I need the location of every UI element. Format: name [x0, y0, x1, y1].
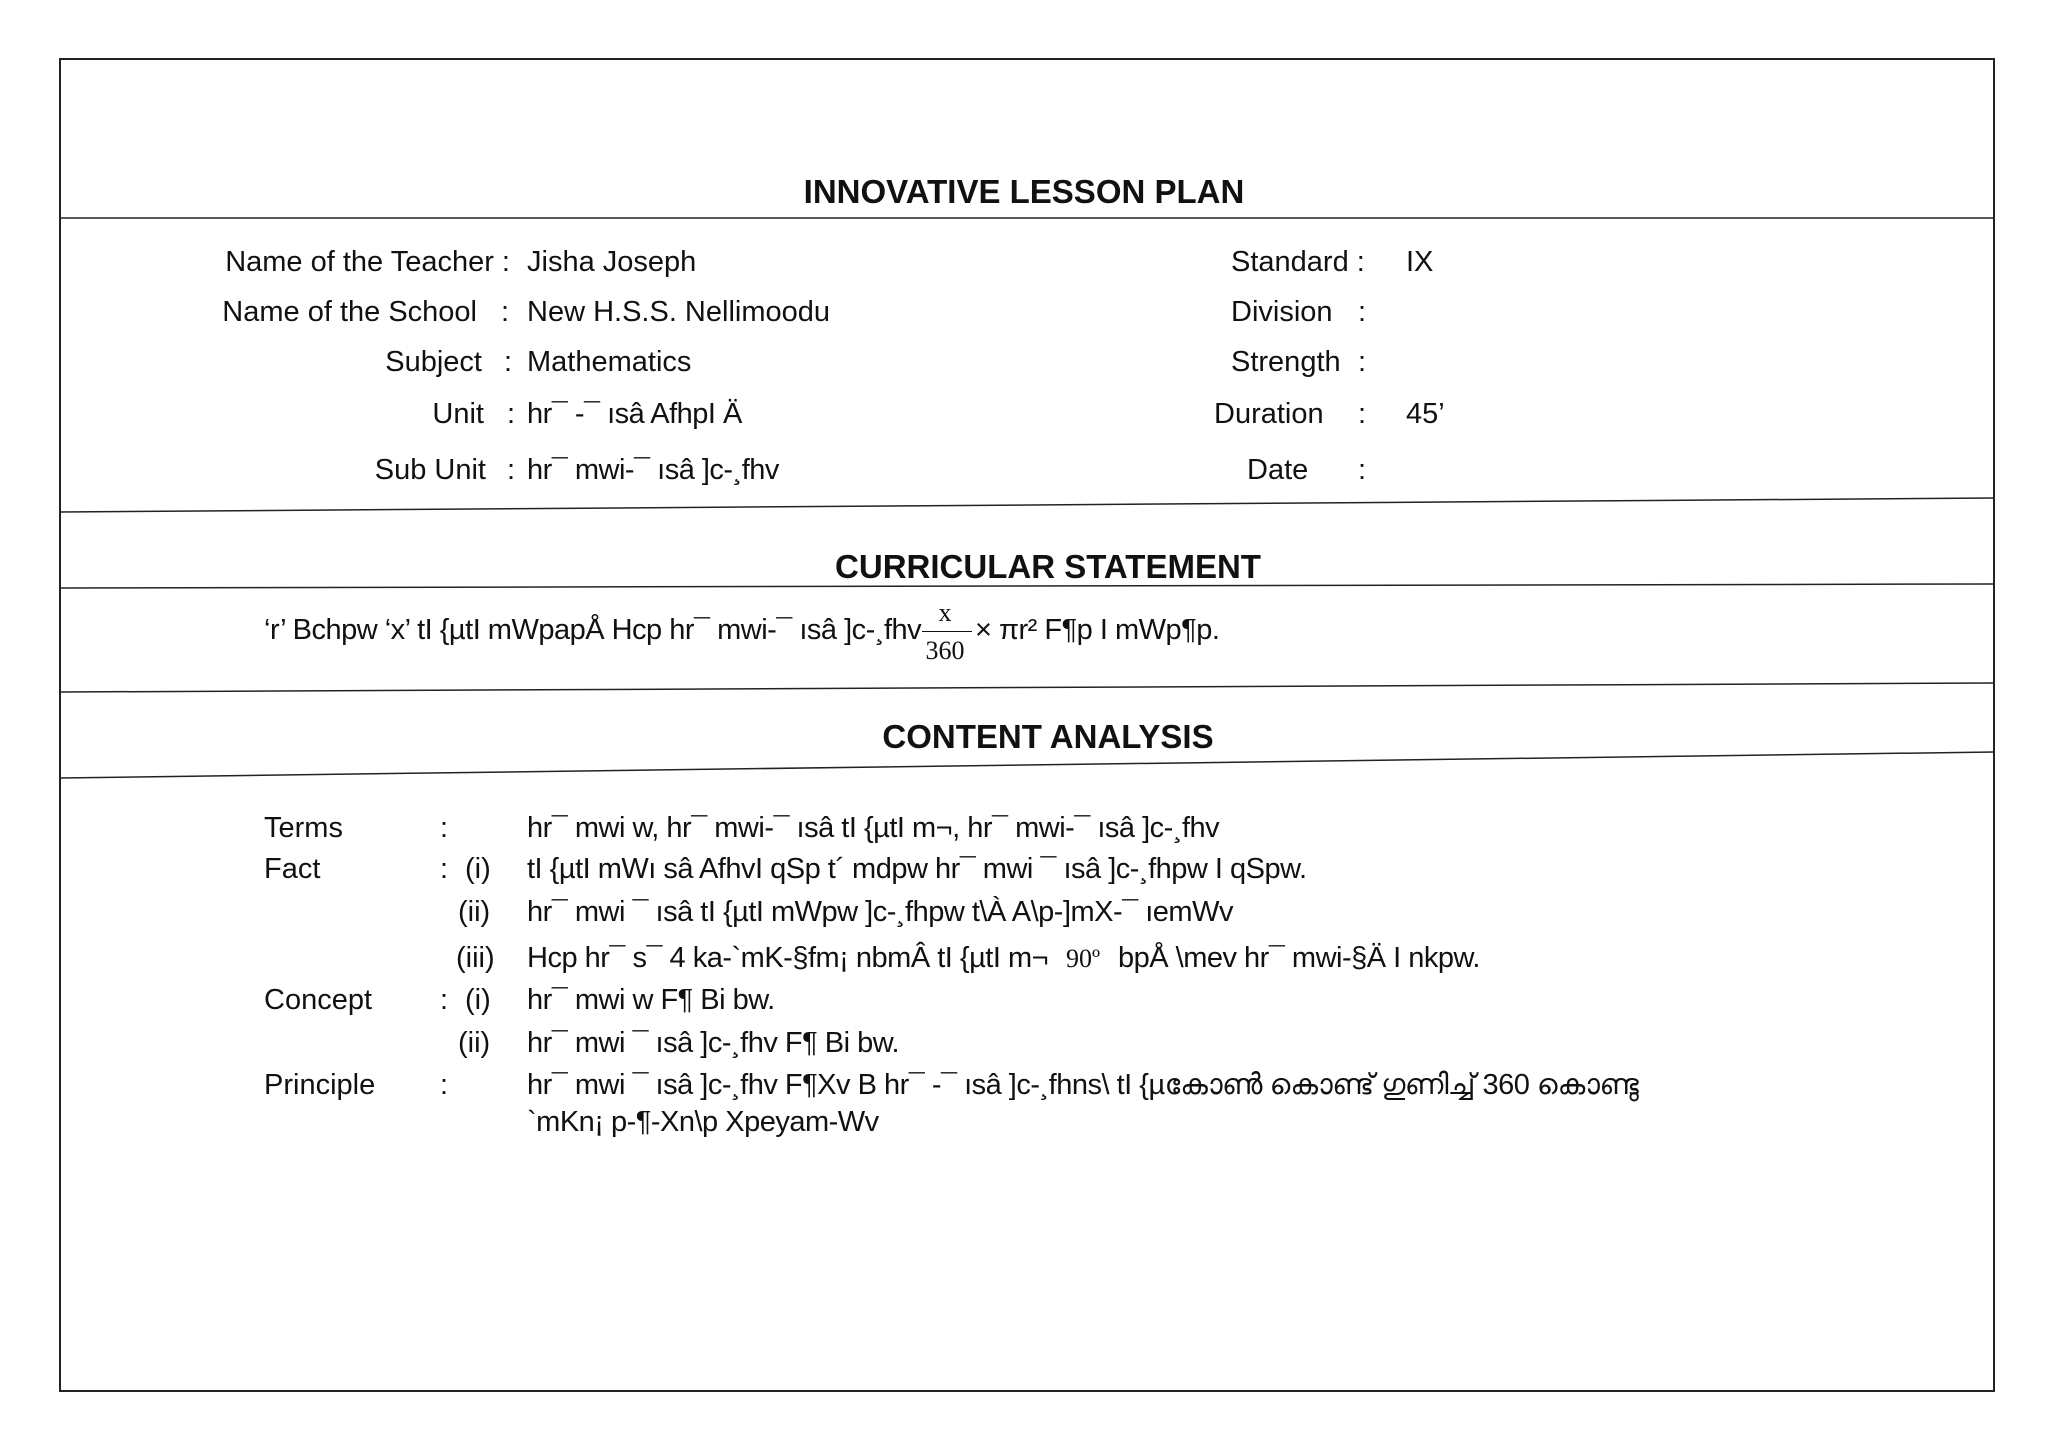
standard-value: IX	[1406, 246, 1434, 278]
rule-curricular-bottom	[60, 683, 1994, 692]
division-colon: :	[1358, 296, 1367, 328]
fact-ii-text: hr¯ mwi ¯ ısâ tI {µtI mWpw ]c-¸fhpw t\À A\p-]mX-¯ ıemWv	[527, 896, 1233, 928]
content-heading: CONTENT ANALYSIS	[882, 718, 1214, 755]
fact-ii-number: (ii)	[458, 896, 491, 928]
page-title: INNOVATIVE LESSON PLAN	[803, 173, 1245, 210]
principle-colon: :	[440, 1069, 449, 1101]
concept-colon: :	[440, 984, 449, 1016]
unit-label: Unit	[432, 398, 484, 430]
curricular-text: ‘r’ Bchpw ‘x’ tI {µtI mWpapÅ Hcp hr¯ mwi-¯ ısâ ]c-¸fhv	[264, 614, 922, 646]
unit-colon: :	[507, 398, 516, 430]
concept-ii-text: hr¯ mwi ¯ ısâ ]c-¸fhv F¶ Bi bw.	[527, 1027, 900, 1059]
formula-tail: × πr² F¶p I mWp¶p.	[975, 614, 1220, 646]
standard-label: Standard :	[1231, 246, 1365, 278]
teacher-value: Jisha Joseph	[527, 246, 697, 278]
subject-label: Subject	[385, 346, 482, 378]
duration-colon: :	[1358, 398, 1367, 430]
fraction-bar	[922, 631, 972, 632]
concept-i-text: hr¯ mwi w F¶ Bi bw.	[527, 984, 775, 1016]
date-label: Date	[1247, 454, 1309, 486]
concept-i-number: (i)	[465, 984, 491, 1016]
subject-colon: :	[504, 346, 513, 378]
school-value: New H.S.S. Nellimoodu	[527, 296, 830, 328]
strength-label: Strength	[1231, 346, 1341, 378]
principle-label: Principle	[264, 1069, 376, 1101]
fact-i-text: tI {µtI mWı sâ AfhvI qSp t´ mdpw hr¯ mwi ¯ ısâ ]c-¸fhpw I qSpw.	[527, 853, 1307, 885]
fraction-numerator: x	[938, 598, 952, 627]
unit-value: hr¯ -¯ ısâ AfhpI Ä	[527, 398, 742, 430]
school-colon: :	[501, 296, 510, 328]
division-label: Division	[1231, 296, 1333, 328]
principle-line-2: `mKn¡ p-¶-Xn\p Xpeyam-Wv	[527, 1106, 879, 1138]
fact-colon: :	[440, 853, 449, 885]
fact-iii-number: (iii)	[456, 942, 495, 974]
terms-label: Terms	[264, 812, 343, 844]
curricular-heading: CURRICULAR STATEMENT	[835, 548, 1261, 585]
subunit-value: hr¯ mwi-¯ ısâ ]c-¸fhv	[527, 454, 779, 486]
fact-iii-text-b: bpÅ \mev hr¯ mwi-§Ä I nkpw.	[1118, 942, 1480, 974]
school-label: Name of the School	[222, 296, 477, 328]
subunit-colon: :	[507, 454, 516, 486]
principle-line-1: hr¯ mwi ¯ ısâ ]c-¸fhv F¶Xv B hr¯ -¯ ısâ ]c-¸fhns\ tI {µകോൺ കൊണ്ട് ഗുണിച്ച് 360 കൊണ്ടു	[527, 1069, 1639, 1101]
fact-iii-text-a: Hcp hr¯ s¯ 4 ka-`mK-§fm¡ nbmÂ tI {µtI m¬	[527, 942, 1049, 974]
subunit-label: Sub Unit	[374, 454, 486, 486]
date-colon: :	[1358, 454, 1367, 486]
fact-i-number: (i)	[465, 853, 491, 885]
teacher-label: Name of the Teacher :	[225, 246, 510, 278]
fact-iii-degree: 90º	[1066, 944, 1101, 973]
subject-value: Mathematics	[527, 346, 692, 378]
rule-header-bottom	[60, 498, 1994, 512]
terms-colon: :	[440, 812, 449, 844]
duration-value: 45’	[1406, 398, 1445, 430]
duration-label: Duration	[1214, 398, 1324, 430]
concept-label: Concept	[264, 984, 373, 1016]
terms-text: hr¯ mwi w, hr¯ mwi-¯ ısâ tI {µtI m¬, hr¯ mwi-¯ ısâ ]c-¸fhv	[527, 812, 1220, 844]
fraction-denominator: 360	[925, 636, 965, 665]
concept-ii-number: (ii)	[458, 1027, 491, 1059]
strength-colon: :	[1358, 346, 1367, 378]
fact-label: Fact	[264, 853, 321, 885]
